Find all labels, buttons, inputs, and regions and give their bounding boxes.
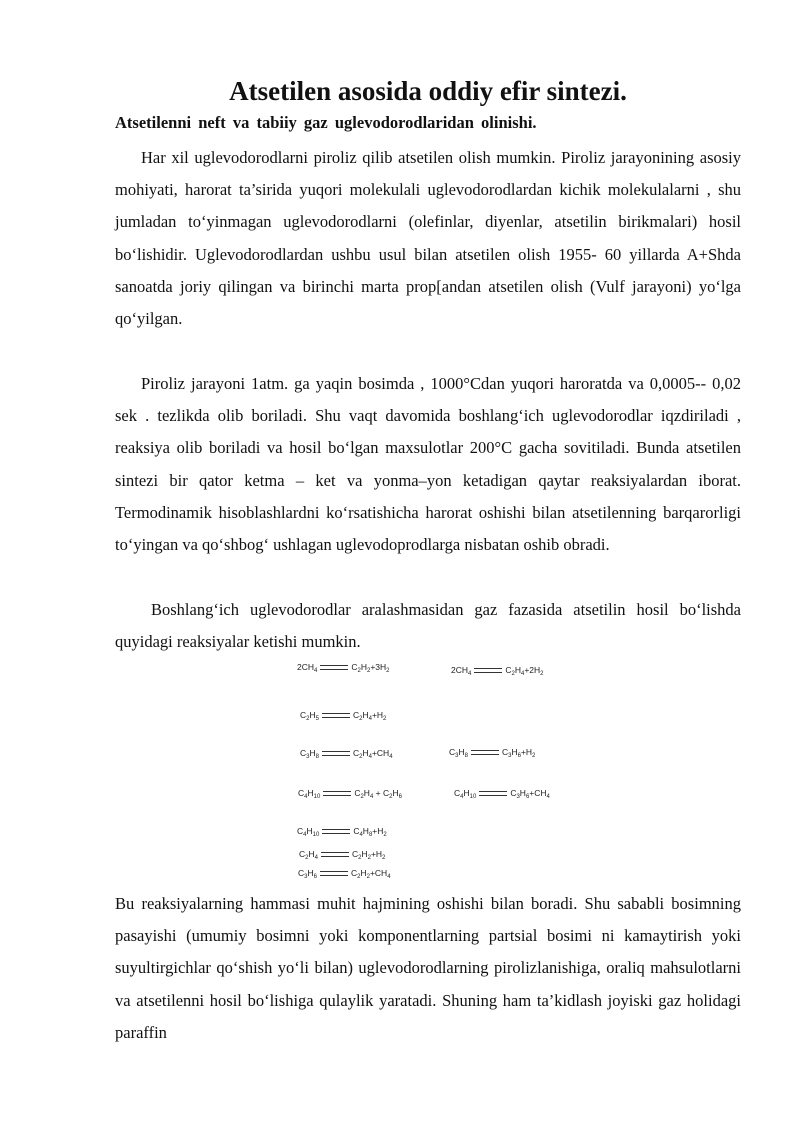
paragraph-intro-text: Har xil uglevodorodlarni piroliz qilib atsetilen olish mumkin. Piroliz jarayonining asosiy mohiyati, harorat ta’sirida yuqori molekulali uglevodorodlardan kichik molekulalarni , shu jumladan to‘yinmagan uglevodorodlarni (olefinlar, diyenlar, atsetilin birikmalari) hosil bo‘lishidir. Uglevodorodlardan ushbu usul bilan atsetilen olish 1955- 60 yillarda A+Shda sanoatda joriy qilingan va birinchi marta prop[andan atsetilen olish (Vulf jarayoni) yo‘lga qo‘yilgan.: [115, 148, 741, 329]
reaction-10-left: $C_3H_6$: [298, 868, 317, 880]
reaction-10: [298, 868, 391, 878]
reaction-6-left: $C_4H_{10}$: [298, 788, 321, 800]
reaction-1-left: $2CH_4$: [297, 662, 318, 674]
reaction-3-left: $C_2H_5$: [300, 710, 319, 722]
reaction-7: [454, 788, 550, 798]
reaction-8: [297, 826, 387, 836]
reaction-3-right: $C_2H_4+H_2$: [352, 710, 387, 722]
reaction-5-left: $C_3H_8$: [449, 747, 468, 759]
reaction-4-right: $C_2H_4+CH_4$: [352, 748, 393, 760]
equilibrium-arrow-icon: [320, 665, 348, 670]
reaction-9-right: $C_2H_2+H_2$: [351, 849, 386, 861]
paragraph-conclusion: [115, 888, 741, 1049]
reaction-4: [300, 748, 393, 758]
equilibrium-arrow-icon: [479, 791, 507, 796]
reaction-9: [299, 849, 385, 859]
equilibrium-arrow-icon: [322, 713, 350, 718]
reaction-1-right: $C_2H_2+3H_2$: [351, 662, 390, 674]
reaction-1: [297, 662, 390, 672]
reaction-5-right: $C_3H_6+H_2$: [501, 747, 536, 759]
reaction-5: [449, 747, 535, 757]
paragraph-process: [115, 368, 741, 561]
paragraph-conclusion-text: Bu reaksiyalarning hammasi muhit hajmining oshishi bilan boradi. Shu sababli bosimning pasayishi (umumiy bosimni yoki komponentlarning partsial bosimi ni kamaytirish yoki suyultirgichlar qo‘shish yo‘li bilan) uglevodorodlarning pirolizlanishiga, oraliq mahsulotlarni va atsetilenni hosil bo‘lishiga qulaylik yaratadi. Shuning ham ta’kidlash joyiski gaz holidagi paraffin: [115, 894, 741, 1042]
reaction-3: [300, 710, 386, 720]
reaction-9-left: $C_2H_4$: [299, 849, 318, 861]
reaction-2-left: $2CH_4$: [451, 665, 472, 677]
reaction-8-right: $C_4H_8+H_2$: [353, 826, 387, 838]
equilibrium-arrow-icon: [321, 852, 349, 857]
paragraph-reactions-intro: [115, 594, 741, 658]
reaction-6-right: $C_2H_4 + C_2H_6$: [354, 788, 402, 800]
document-title: Atsetilen asosida oddiy efir sintezi.: [229, 76, 627, 106]
reaction-8-left: $C_4H_{10}$: [297, 826, 320, 838]
paragraph-process-text: Piroliz jarayoni 1atm. ga yaqin bosimda , 1000°Cdan yuqori haroratda va 0,0005-- 0,02 sek . tezlikda olib boriladi. Shu vaqt davomida boshlang‘ich uglevodorodlar iqzdiriladi , reaksiya olib boriladi va hosil bo‘lgan maxsulotlar 200°C gacha sovitiladi. Bunda atsetilen sintezi bir qator ketma – ket va yonma–yon ketadigan qaytar reaksiyalardan iborat. Termodinamik hisoblashlardni ko‘rsatishicha harorat oshishi bilan atsetilenning barqarorligi to‘yingan va qo‘shbog‘ ushlagan uglevodoprodlarga nisbatan oshib obradi.: [115, 374, 741, 555]
reaction-2-right: $C_2H_4+2H_2$: [505, 665, 544, 677]
equilibrium-arrow-icon: [474, 668, 502, 673]
equilibrium-arrow-icon: [320, 871, 348, 876]
equilibrium-arrow-icon: [471, 750, 499, 755]
equilibrium-arrow-icon: [322, 751, 350, 756]
paragraph-reactions-intro-text: Boshlang‘ich uglevodorodlar aralashmasidan gaz fazasida atsetilin hosil bo‘lishda quyidagi reaksiyalar ketishi mumkin.: [115, 600, 741, 652]
equilibrium-arrow-icon: [322, 829, 350, 834]
equilibrium-arrow-icon: [323, 791, 351, 796]
reaction-2: [451, 665, 544, 675]
reaction-7-right: $C_3H_6+CH_4$: [510, 788, 550, 800]
reaction-10-right: $C_2H_2+CH_4$: [350, 868, 391, 880]
reaction-6: [298, 788, 402, 798]
reaction-4-left: $C_3H_8$: [300, 748, 319, 760]
paragraph-intro: [115, 142, 741, 335]
section-heading: Atsetilenni neft va tabiiy gaz uglevodorodlaridan olinishi.: [115, 113, 537, 132]
reaction-7-left: $C_4H_{10}$: [454, 788, 477, 800]
